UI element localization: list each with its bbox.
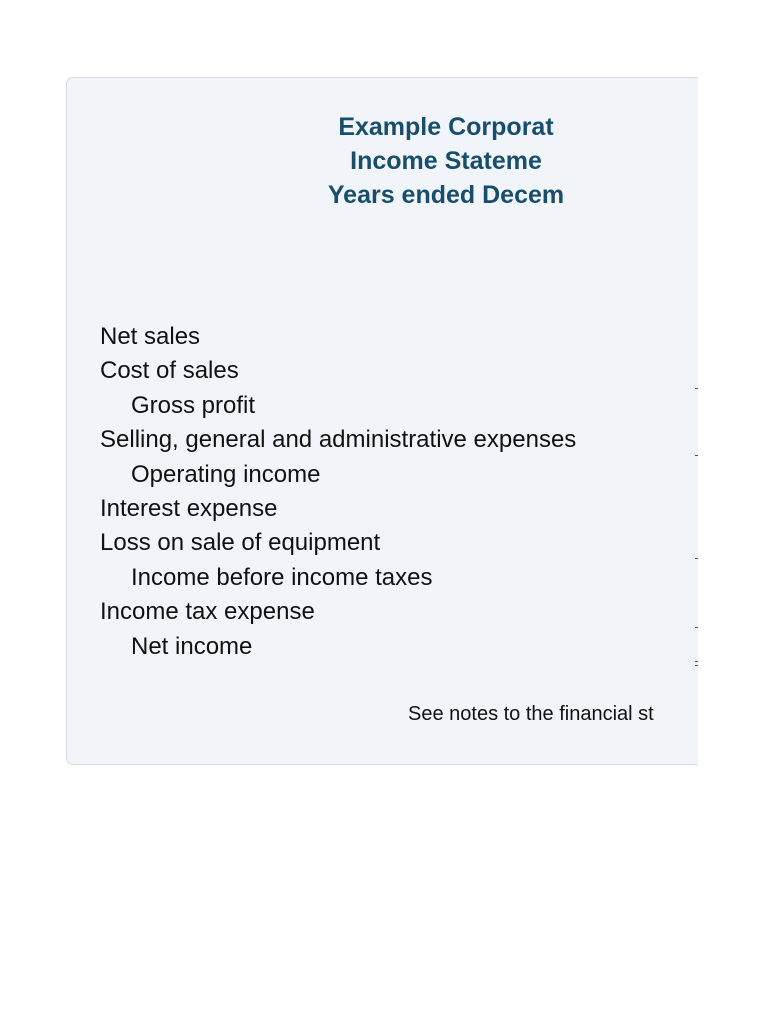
subtotal-rule [695,388,698,389]
statement-header [66,110,698,212]
line-items [100,320,576,664]
statement-period: Years ended Decem [327,181,565,209]
line-item-net-sales: Net sales [100,323,201,350]
line-item-operating-income: Operating income [131,460,321,488]
line-item-sga-expenses: Selling, general and administrative expenses [100,426,577,454]
statement-title: Income Stateme [350,147,542,175]
line-item-loss-on-sale: Loss on sale of equipment [100,529,381,557]
line-item-income-before-taxes: Income before income taxes [131,563,433,591]
footnote: See notes to the financial st [408,703,654,725]
subtotal-rule [695,455,698,456]
line-item-net-income: Net income [131,632,253,660]
total-double-rule [695,661,698,666]
line-item-cost-of-sales: Cost of sales [100,357,239,385]
line-item-interest-expense: Interest expense [100,494,278,522]
line-item-gross-profit: Gross profit [131,391,256,419]
subtotal-rule [695,627,698,628]
line-item-income-tax-expense: Income tax expense [100,598,315,626]
company-name: Example Corporat [338,113,554,141]
subtotal-rule [695,558,698,559]
